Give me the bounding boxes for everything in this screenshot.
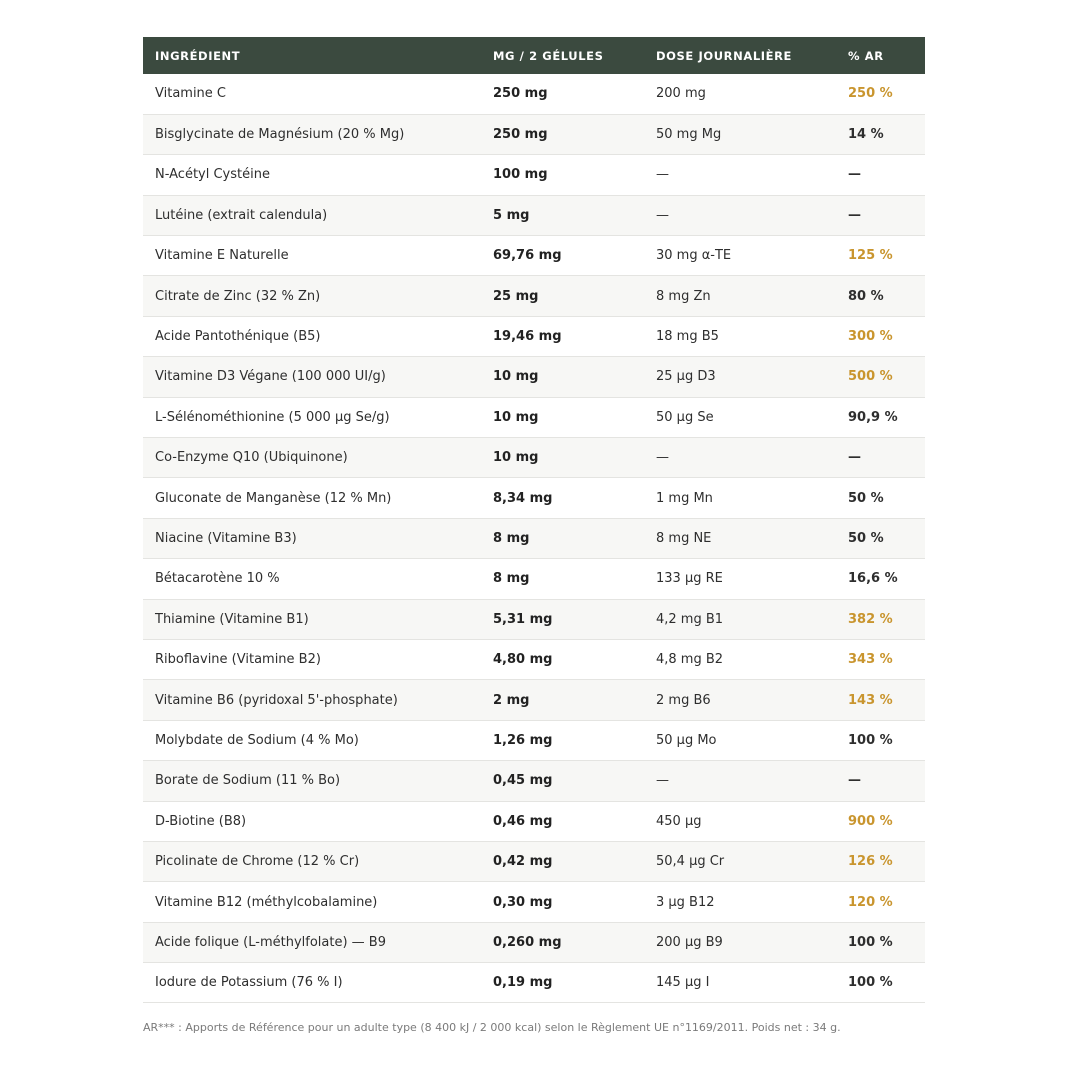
cell-ingredient: Vitamine E Naturelle bbox=[155, 248, 289, 264]
cell-ar: 14 % bbox=[848, 127, 884, 143]
header-dose: DOSE JOURNALIÈRE bbox=[656, 48, 793, 63]
cell-dose: — bbox=[656, 167, 669, 183]
cell-ar: 50 % bbox=[848, 490, 884, 506]
cell-dose: 4,2 mg B1 bbox=[656, 611, 724, 627]
cell-dose: 18 mg B5 bbox=[656, 329, 719, 345]
table-row bbox=[143, 518, 925, 558]
cell-mg: 5 mg bbox=[493, 207, 530, 223]
table-row bbox=[143, 841, 925, 881]
cell-ingredient: Niacine (Vitamine B3) bbox=[155, 530, 297, 546]
cell-dose: 30 mg α-TE bbox=[656, 248, 732, 264]
ingredients-table bbox=[143, 37, 925, 1003]
cell-mg: 100 mg bbox=[493, 167, 548, 183]
table-row bbox=[143, 438, 925, 478]
cell-dose: 50 µg Se bbox=[656, 409, 714, 425]
ingredients-table-container bbox=[143, 37, 925, 1003]
cell-mg: 19,46 mg bbox=[493, 329, 562, 345]
cell-mg: 0,19 mg bbox=[493, 975, 553, 991]
cell-mg: 2 mg bbox=[493, 692, 530, 708]
cell-mg: 10 mg bbox=[493, 409, 539, 425]
cell-mg: 0,42 mg bbox=[493, 854, 553, 870]
cell-ingredient: Molybdate de Sodium (4 % Mo) bbox=[155, 732, 359, 748]
cell-dose: — bbox=[656, 207, 669, 223]
cell-ar: 80 % bbox=[848, 288, 884, 304]
table-row bbox=[143, 357, 925, 397]
cell-dose: — bbox=[656, 450, 669, 466]
cell-dose: 2 mg B6 bbox=[656, 692, 711, 708]
cell-ar: 382 % bbox=[848, 611, 893, 627]
cell-ar: 90,9 % bbox=[848, 409, 898, 425]
cell-ar: 120 % bbox=[848, 894, 893, 910]
table-row bbox=[143, 963, 925, 1003]
cell-dose: — bbox=[656, 773, 669, 789]
cell-dose: 200 µg B9 bbox=[656, 934, 723, 950]
cell-mg: 1,26 mg bbox=[493, 732, 553, 748]
cell-ingredient: Vitamine B6 (pyridoxal 5'-phosphate) bbox=[155, 692, 398, 708]
cell-ar: 143 % bbox=[848, 692, 893, 708]
cell-mg: 10 mg bbox=[493, 450, 539, 466]
table-row bbox=[143, 276, 925, 316]
cell-ar: 300 % bbox=[848, 329, 893, 345]
table-header bbox=[143, 37, 925, 74]
cell-dose: 450 µg bbox=[656, 813, 702, 829]
cell-ingredient: Riboflavine (Vitamine B2) bbox=[155, 652, 321, 668]
cell-dose: 133 µg RE bbox=[656, 571, 723, 587]
footnote: AR*** : Apports de Référence pour un adulte type (8 400 kJ / 2 000 kcal) selon le Règlement UE n°1169/2011. Poids net : 34 g. bbox=[143, 1021, 841, 1034]
cell-mg: 0,46 mg bbox=[493, 813, 553, 829]
cell-ingredient: L-Sélénométhionine (5 000 µg Se/g) bbox=[155, 409, 390, 425]
cell-ingredient: Lutéine (extrait calendula) bbox=[155, 207, 328, 223]
table-row bbox=[143, 236, 925, 276]
cell-ar: 100 % bbox=[848, 732, 893, 748]
cell-dose: 1 mg Mn bbox=[656, 490, 713, 506]
cell-mg: 5,31 mg bbox=[493, 611, 553, 627]
cell-mg: 69,76 mg bbox=[493, 248, 562, 264]
cell-ar: 100 % bbox=[848, 975, 893, 991]
cell-mg: 0,30 mg bbox=[493, 894, 553, 910]
table-row bbox=[143, 761, 925, 801]
cell-dose: 8 mg Zn bbox=[656, 288, 711, 304]
table-row bbox=[143, 559, 925, 599]
cell-ar: 343 % bbox=[848, 652, 893, 668]
cell-mg: 8 mg bbox=[493, 571, 530, 587]
cell-ingredient: Acide folique (L-méthylfolate) — B9 bbox=[155, 934, 386, 950]
cell-ingredient: Vitamine D3 Végane (100 000 UI/g) bbox=[155, 369, 386, 385]
table-row bbox=[143, 680, 925, 720]
cell-ar: — bbox=[848, 773, 861, 789]
cell-ingredient: Vitamine B12 (méthylcobalamine) bbox=[155, 894, 378, 910]
table-body bbox=[143, 74, 925, 1003]
cell-dose: 145 µg I bbox=[656, 975, 710, 991]
table-row bbox=[143, 397, 925, 437]
cell-dose: 3 µg B12 bbox=[656, 894, 715, 910]
table-row bbox=[143, 478, 925, 518]
cell-ingredient: Bisglycinate de Magnésium (20 % Mg) bbox=[155, 127, 405, 143]
cell-ar: 900 % bbox=[848, 813, 893, 829]
cell-ingredient: Citrate de Zinc (32 % Zn) bbox=[155, 288, 321, 304]
table-row bbox=[143, 801, 925, 841]
cell-ar: 50 % bbox=[848, 530, 884, 546]
table-row bbox=[143, 599, 925, 639]
cell-ar: 500 % bbox=[848, 369, 893, 385]
cell-ingredient: Picolinate de Chrome (12 % Cr) bbox=[155, 854, 360, 870]
header-row bbox=[143, 37, 925, 74]
table-row bbox=[143, 195, 925, 235]
cell-ar: — bbox=[848, 450, 861, 466]
cell-mg: 250 mg bbox=[493, 127, 548, 143]
cell-dose: 25 µg D3 bbox=[656, 369, 716, 385]
cell-ar: 16,6 % bbox=[848, 571, 898, 587]
table-row bbox=[143, 114, 925, 154]
cell-dose: 200 mg bbox=[656, 86, 706, 102]
cell-dose: 4,8 mg B2 bbox=[656, 652, 724, 668]
cell-mg: 0,45 mg bbox=[493, 773, 553, 789]
cell-mg: 250 mg bbox=[493, 86, 548, 102]
cell-ingredient: Thiamine (Vitamine B1) bbox=[155, 611, 309, 627]
table-row bbox=[143, 882, 925, 922]
table-row bbox=[143, 639, 925, 679]
cell-mg: 8,34 mg bbox=[493, 490, 553, 506]
cell-ar: — bbox=[848, 167, 861, 183]
cell-mg: 8 mg bbox=[493, 530, 530, 546]
cell-ingredient: Bétacarotène 10 % bbox=[155, 571, 280, 587]
header-ingredient: INGRÉDIENT bbox=[155, 48, 241, 63]
table-row bbox=[143, 720, 925, 760]
cell-ingredient: Iodure de Potassium (76 % I) bbox=[155, 975, 343, 991]
table-row bbox=[143, 74, 925, 114]
cell-ingredient: Gluconate de Manganèse (12 % Mn) bbox=[155, 490, 392, 506]
cell-ar: 100 % bbox=[848, 934, 893, 950]
cell-dose: 8 mg NE bbox=[656, 530, 712, 546]
header-ar: % AR bbox=[848, 48, 884, 63]
cell-ar: 125 % bbox=[848, 248, 893, 264]
cell-ingredient: Acide Pantothénique (B5) bbox=[155, 329, 321, 345]
cell-ingredient: Vitamine C bbox=[155, 86, 227, 102]
cell-mg: 0,260 mg bbox=[493, 934, 562, 950]
cell-dose: 50,4 µg Cr bbox=[656, 854, 725, 870]
cell-ingredient: N-Acétyl Cystéine bbox=[155, 167, 270, 183]
cell-mg: 10 mg bbox=[493, 369, 539, 385]
cell-dose: 50 µg Mo bbox=[656, 732, 717, 748]
cell-ar: — bbox=[848, 207, 861, 223]
cell-ingredient: D-Biotine (B8) bbox=[155, 813, 247, 829]
cell-mg: 25 mg bbox=[493, 288, 539, 304]
table-row bbox=[143, 922, 925, 962]
cell-mg: 4,80 mg bbox=[493, 652, 553, 668]
header-mg: MG / 2 GÉLULES bbox=[493, 48, 604, 63]
cell-ar: 126 % bbox=[848, 854, 893, 870]
table-row bbox=[143, 155, 925, 195]
cell-dose: 50 mg Mg bbox=[656, 127, 722, 143]
cell-ingredient: Borate de Sodium (11 % Bo) bbox=[155, 773, 341, 789]
cell-ingredient: Co-Enzyme Q10 (Ubiquinone) bbox=[155, 450, 348, 466]
cell-ar: 250 % bbox=[848, 86, 893, 102]
table-row bbox=[143, 316, 925, 356]
